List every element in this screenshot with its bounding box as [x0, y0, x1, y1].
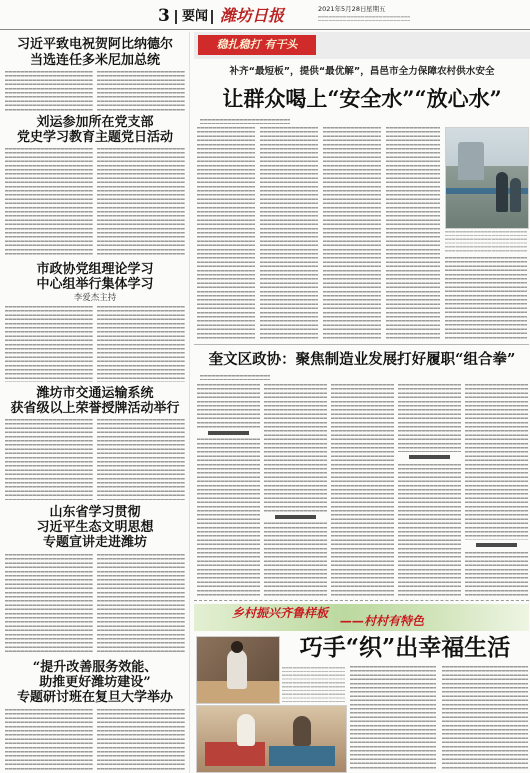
- subheading-mark: [275, 515, 315, 519]
- feature-byline: [200, 119, 290, 124]
- article-body: [97, 554, 185, 655]
- article-body: [97, 306, 185, 382]
- dashed-rule: [194, 600, 529, 601]
- header-separator: [211, 10, 213, 24]
- feature-body: [386, 127, 440, 340]
- subheading-mark: [476, 543, 516, 547]
- article-body: [5, 306, 93, 382]
- feature-body: [323, 127, 381, 340]
- woman-head: [231, 641, 243, 653]
- article-body: [5, 148, 93, 257]
- article-headline: 专题宣讲走进潍坊: [42, 535, 147, 550]
- story-body: [264, 384, 327, 596]
- article-body: [5, 71, 93, 111]
- article-headline: 习近平生态文明思想: [36, 520, 154, 535]
- story-subheading: [197, 428, 260, 438]
- story-body: [350, 666, 436, 771]
- story-body: [398, 384, 461, 596]
- fabric-shape: [269, 746, 335, 766]
- article-body: [5, 419, 93, 500]
- story-body: [442, 666, 528, 771]
- article-body: [97, 419, 185, 500]
- article-headline: 刘运参加所在党支部: [36, 115, 154, 130]
- worker-figure: [237, 714, 255, 746]
- worker-figure: [496, 172, 508, 212]
- article-headline: 中心组举行集体学习: [36, 277, 154, 292]
- story-headline: 奎文区政协：聚焦制造业发展打好履职“组合拳”: [208, 351, 516, 368]
- article-headline: “提升改善服务效能、: [32, 660, 158, 675]
- article-body: [97, 148, 185, 257]
- feature-photo: [445, 127, 529, 229]
- fabric-shape: [205, 742, 265, 766]
- article-body: [97, 71, 185, 111]
- story-body: [331, 384, 394, 596]
- feature-headline: 让群众喝上“安全水”“放心水”: [222, 86, 502, 111]
- subheading-mark: [208, 431, 248, 435]
- water-tower-shape: [458, 142, 484, 180]
- article-headline: 市政协党组理论学习: [36, 262, 154, 277]
- feature-body: [260, 127, 318, 340]
- feature-kicker: 补齐“最短板”，提供“最优解”，昌邑市全力保障农村供水安全: [229, 66, 495, 77]
- worker-figure: [293, 716, 311, 746]
- feature-body: [445, 257, 527, 340]
- article-subline: 李爱杰主持: [73, 293, 117, 303]
- article-headline: 当选连任多米尼加总统: [29, 53, 160, 68]
- article-body: [97, 709, 185, 771]
- feature-banner: 稳扎稳打 有干头: [198, 35, 316, 55]
- article-headline: 助推更好潍坊建设”: [39, 675, 151, 690]
- column-banner-tagline: ——村村有特色: [340, 614, 425, 628]
- page-number: 3: [158, 6, 170, 26]
- story-subheading: [398, 452, 461, 462]
- weaving-photo: [196, 636, 280, 704]
- article-body: [5, 709, 93, 771]
- feature-body: [197, 127, 255, 340]
- header-separator: [175, 10, 177, 24]
- story-body: [465, 384, 528, 596]
- article-headline: 山东省学习贯彻: [49, 505, 141, 520]
- feature-photo-caption: [445, 231, 527, 252]
- article-headline: 潍坊市交通运输系统: [36, 386, 154, 401]
- story-headline: 巧手“织”出幸福生活: [299, 634, 511, 661]
- section-rule: [194, 344, 529, 345]
- article-headline: 习近平致电祝贺阿比纳德尔: [16, 37, 173, 52]
- article-headline: 获省级以上荣誉授牌活动举行: [10, 401, 180, 416]
- newspaper-logo: 潍坊日报: [220, 6, 285, 25]
- article-headline: 专题研讨班在复旦大学举办: [16, 690, 173, 705]
- column-banner-title: 乡村振兴齐鲁样板: [232, 606, 329, 620]
- issue-date: 2021年5月28日: [318, 5, 367, 13]
- photo-caption: [282, 667, 345, 702]
- subheading-mark: [409, 455, 449, 459]
- story-subheading: [264, 512, 327, 522]
- issue-weekday: 星期五: [366, 5, 386, 13]
- worker-figure: [510, 178, 521, 212]
- story-byline: [200, 375, 270, 380]
- section-label: 要闻: [182, 9, 209, 24]
- story-subheading: [465, 540, 528, 550]
- story-body: [197, 384, 260, 596]
- article-headline: 党史学习教育主题党日活动: [16, 130, 173, 145]
- column-divider: [189, 32, 190, 773]
- editor-credits: [318, 16, 410, 21]
- header-rule: [0, 29, 530, 30]
- article-body: [5, 554, 93, 655]
- woman-figure: [227, 649, 247, 689]
- craft-workshop-photo: [196, 705, 347, 773]
